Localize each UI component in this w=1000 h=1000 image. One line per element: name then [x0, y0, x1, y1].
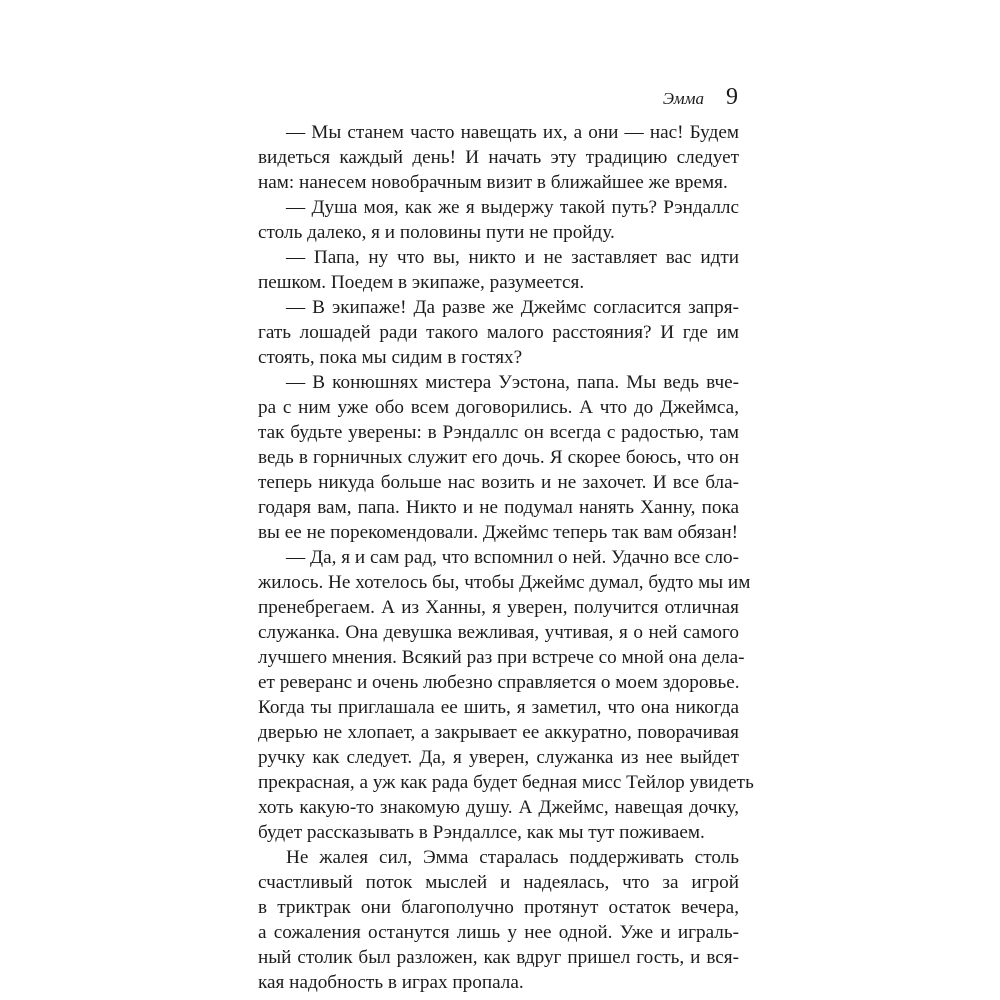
- page-number: 9: [726, 84, 738, 110]
- text-line: — Папа, ну что вы, никто и не заставляет вас идти: [286, 247, 739, 268]
- paragraph: [258, 245, 739, 295]
- text-line: хоть какую-то знакомую душу. А Джеймс, навещая дочку,: [258, 797, 739, 818]
- text-line: пренебрегаем. А из Ханны, я уверен, получится отличная: [258, 597, 739, 618]
- paragraph: [258, 195, 739, 245]
- text-line: годаря вам, папа. Никто и не подумал нанять Ханну, пока: [258, 497, 739, 518]
- text-line: — В конюшнях мистера Уэстона, папа. Мы ведь вче-: [286, 372, 739, 393]
- text-line: служанка. Она девушка вежливая, учтивая, я о ней самого: [258, 622, 739, 643]
- text-line: Когда ты приглашала ее шить, я заметил, что она никогда: [258, 697, 739, 718]
- text-line: прекрасная, а уж как рада будет бедная мисс Тейлор увидеть: [258, 772, 754, 793]
- text-line: ный столик был разложен, как вдруг пришел гость, и вся-: [258, 947, 739, 968]
- text-line: видеться каждый день! И начать эту традицию следует: [258, 147, 739, 168]
- text-line: столь далеко, я и половины пути не пройду.: [258, 222, 615, 243]
- text-line: будет рассказывать в Рэндаллсе, как мы тут поживаем.: [258, 822, 705, 843]
- paragraph: [258, 370, 739, 545]
- body-text: [258, 120, 754, 995]
- text-line: ра с ним уже обо всем договорились. А что до Джеймса,: [258, 397, 739, 418]
- paragraph: [258, 845, 739, 995]
- text-line: ручку как следует. Да, я уверен, служанка из нее выйдет: [258, 747, 739, 768]
- text-line: — Душа моя, как же я выдержу такой путь? Рэндаллс: [286, 197, 739, 218]
- text-line: так будьте уверены: в Рэндаллс он всегда с радостью, там: [258, 422, 739, 443]
- running-title: Эмма: [662, 89, 704, 108]
- text-line: Не жалея сил, Эмма старалась поддерживать столь: [286, 847, 739, 868]
- text-line: лучшего мнения. Всякий раз при встрече со мной она дела-: [258, 647, 745, 668]
- text-line: гать лошадей ради такого малого расстояния? И где им: [258, 322, 739, 343]
- text-line: счастливый поток мыслей и надеялась, что за игрой: [258, 872, 739, 893]
- text-line: кая надобность в играх пропала.: [258, 972, 524, 993]
- text-line: в триктрак они благополучно протянут остаток вечера,: [258, 897, 739, 918]
- text-line: — В экипаже! Да разве же Джеймс согласится запря-: [286, 297, 739, 318]
- paragraph: [258, 120, 739, 195]
- text-line: а сожаления останутся лишь у нее одной. Уже и играль-: [258, 922, 739, 943]
- text-line: нам: нанесем новобрачным визит в ближайшее же время.: [258, 172, 728, 193]
- paragraph: [258, 295, 739, 370]
- text-line: пешком. Поедем в экипаже, разумеется.: [258, 272, 585, 293]
- text-line: ведь в горничных служит его дочь. Я скорее боюсь, что он: [258, 447, 739, 468]
- text-line: жилось. Не хотелось бы, чтобы Джеймс думал, будто мы им: [258, 572, 751, 593]
- text-line: ет реверанс и очень любезно справляется о моем здоровье.: [258, 672, 740, 693]
- running-head: [663, 84, 738, 111]
- text-line: — Мы станем часто навещать их, а они — нас! Будем: [286, 122, 739, 143]
- text-line: вы ее не порекомендовали. Джеймс теперь так вам обязан!: [258, 522, 739, 543]
- text-line: дверью не хлопает, а закрывает ее аккуратно, поворачивая: [258, 722, 739, 743]
- paragraph: [258, 545, 754, 845]
- text-line: — Да, я и сам рад, что вспомнил о ней. Удачно все сло-: [286, 547, 739, 568]
- text-line: стоять, пока мы сидим в гостях?: [258, 347, 523, 368]
- text-line: теперь никуда больше нас возить и не захочет. И все бла-: [258, 472, 739, 493]
